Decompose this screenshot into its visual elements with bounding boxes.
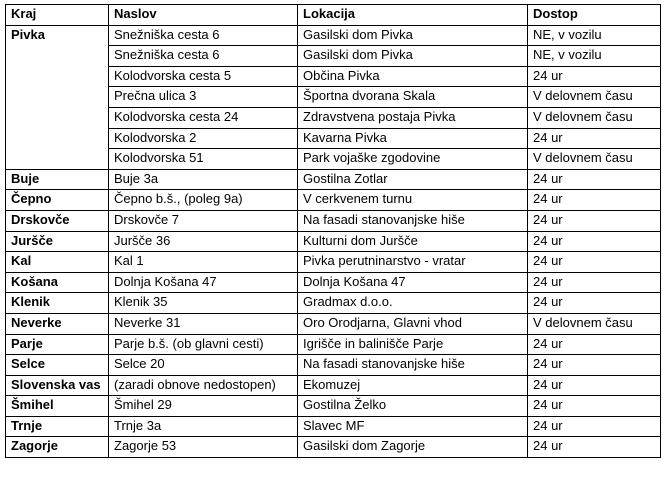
- header-naslov: Naslov: [109, 5, 298, 26]
- cell-kraj: Juršče: [6, 231, 109, 252]
- cell-naslov: Buje 3a: [109, 169, 298, 190]
- cell-kraj: [6, 46, 109, 67]
- cell-naslov: Trnje 3a: [109, 416, 298, 437]
- table-row: [6, 396, 661, 417]
- cell-kraj: Parje: [6, 334, 109, 355]
- table-row: [6, 416, 661, 437]
- cell-naslov: Kolodvorska cesta 24: [109, 107, 298, 128]
- cell-dostop: NE, v vozilu: [528, 46, 661, 67]
- cell-naslov: Šmihel 29: [109, 396, 298, 417]
- table-row: [6, 334, 661, 355]
- cell-lokacija: Igrišče in balinišče Parje: [298, 334, 528, 355]
- cell-dostop: V delovnem času: [528, 107, 661, 128]
- cell-lokacija: Športna dvorana Skala: [298, 87, 528, 108]
- header-dostop: Dostop: [528, 5, 661, 26]
- cell-lokacija: Gradmax d.o.o.: [298, 293, 528, 314]
- cell-naslov: Snežniška cesta 6: [109, 46, 298, 67]
- cell-naslov: Drskovče 7: [109, 210, 298, 231]
- cell-naslov: Kolodvorska 2: [109, 128, 298, 149]
- cell-lokacija: Park vojaške zgodovine: [298, 149, 528, 170]
- cell-dostop: 24 ur: [528, 396, 661, 417]
- table-row: [6, 190, 661, 211]
- cell-dostop: 24 ur: [528, 169, 661, 190]
- cell-lokacija: Slavec MF: [298, 416, 528, 437]
- cell-dostop: 24 ur: [528, 66, 661, 87]
- cell-naslov: Parje b.š. (ob glavni cesti): [109, 334, 298, 355]
- cell-naslov: Dolnja Košana 47: [109, 272, 298, 293]
- table-row: [6, 66, 661, 87]
- cell-lokacija: Zdravstvena postaja Pivka: [298, 107, 528, 128]
- cell-dostop: V delovnem času: [528, 87, 661, 108]
- cell-kraj: Klenik: [6, 293, 109, 314]
- cell-kraj: Slovenska vas: [6, 375, 109, 396]
- cell-dostop: 24 ur: [528, 355, 661, 376]
- cell-lokacija: Dolnja Košana 47: [298, 272, 528, 293]
- cell-dostop: 24 ur: [528, 210, 661, 231]
- cell-lokacija: Gostilna Želko: [298, 396, 528, 417]
- cell-dostop: 24 ur: [528, 437, 661, 458]
- cell-kraj: [6, 66, 109, 87]
- table-row: [6, 128, 661, 149]
- cell-naslov: Neverke 31: [109, 313, 298, 334]
- cell-naslov: Zagorje 53: [109, 437, 298, 458]
- cell-dostop: 24 ur: [528, 416, 661, 437]
- cell-kraj: [6, 128, 109, 149]
- cell-dostop: NE, v vozilu: [528, 25, 661, 46]
- cell-lokacija: Na fasadi stanovanjske hiše: [298, 210, 528, 231]
- cell-kraj: Buje: [6, 169, 109, 190]
- cell-naslov: Selce 20: [109, 355, 298, 376]
- cell-naslov: Snežniška cesta 6: [109, 25, 298, 46]
- cell-lokacija: Pivka perutninarstvo - vratar: [298, 252, 528, 273]
- cell-kraj: Čepno: [6, 190, 109, 211]
- cell-dostop: 24 ur: [528, 272, 661, 293]
- cell-lokacija: Gasilski dom Zagorje: [298, 437, 528, 458]
- cell-kraj: [6, 107, 109, 128]
- cell-lokacija: Gasilski dom Pivka: [298, 25, 528, 46]
- cell-dostop: 24 ur: [528, 252, 661, 273]
- cell-kraj: Neverke: [6, 313, 109, 334]
- cell-lokacija: Gostilna Zotlar: [298, 169, 528, 190]
- cell-dostop: V delovnem času: [528, 313, 661, 334]
- cell-kraj: Kal: [6, 252, 109, 273]
- cell-naslov: Klenik 35: [109, 293, 298, 314]
- cell-dostop: 24 ur: [528, 293, 661, 314]
- defibrillator-locations-table: [5, 4, 661, 458]
- table-row: [6, 46, 661, 67]
- table-row: [6, 231, 661, 252]
- cell-dostop: 24 ur: [528, 334, 661, 355]
- cell-kraj: Pivka: [6, 25, 109, 46]
- table-row: [6, 149, 661, 170]
- cell-kraj: Drskovče: [6, 210, 109, 231]
- cell-naslov: Čepno b.š., (poleg 9a): [109, 190, 298, 211]
- cell-dostop: V delovnem času: [528, 149, 661, 170]
- cell-lokacija: Gasilski dom Pivka: [298, 46, 528, 67]
- cell-lokacija: Ekomuzej: [298, 375, 528, 396]
- table-row: [6, 25, 661, 46]
- cell-naslov: Juršče 36: [109, 231, 298, 252]
- cell-naslov: Kolodvorska 51: [109, 149, 298, 170]
- cell-lokacija: Kulturni dom Juršče: [298, 231, 528, 252]
- cell-kraj: Trnje: [6, 416, 109, 437]
- cell-dostop: 24 ur: [528, 375, 661, 396]
- table-row: [6, 272, 661, 293]
- cell-naslov: (zaradi obnove nedostopen): [109, 375, 298, 396]
- cell-lokacija: Oro Orodjarna, Glavni vhod: [298, 313, 528, 334]
- cell-naslov: Kal 1: [109, 252, 298, 273]
- table-header-row: [6, 5, 661, 26]
- cell-kraj: Zagorje: [6, 437, 109, 458]
- cell-lokacija: Kavarna Pivka: [298, 128, 528, 149]
- cell-lokacija: Na fasadi stanovanjske hiše: [298, 355, 528, 376]
- table-row: [6, 169, 661, 190]
- table-row: [6, 355, 661, 376]
- cell-naslov: Prečna ulica 3: [109, 87, 298, 108]
- table-row: [6, 107, 661, 128]
- cell-kraj: Košana: [6, 272, 109, 293]
- cell-dostop: 24 ur: [528, 231, 661, 252]
- table-row: [6, 437, 661, 458]
- header-kraj: Kraj: [6, 5, 109, 26]
- cell-kraj: Šmihel: [6, 396, 109, 417]
- cell-kraj: Selce: [6, 355, 109, 376]
- cell-dostop: 24 ur: [528, 128, 661, 149]
- table-row: [6, 210, 661, 231]
- cell-naslov: Kolodvorska cesta 5: [109, 66, 298, 87]
- cell-lokacija: V cerkvenem turnu: [298, 190, 528, 211]
- cell-lokacija: Občina Pivka: [298, 66, 528, 87]
- table-row: [6, 87, 661, 108]
- table-row: [6, 375, 661, 396]
- cell-dostop: 24 ur: [528, 190, 661, 211]
- table-row: [6, 313, 661, 334]
- table-row: [6, 293, 661, 314]
- cell-kraj: [6, 149, 109, 170]
- table-row: [6, 252, 661, 273]
- header-lokacija: Lokacija: [298, 5, 528, 26]
- cell-kraj: [6, 87, 109, 108]
